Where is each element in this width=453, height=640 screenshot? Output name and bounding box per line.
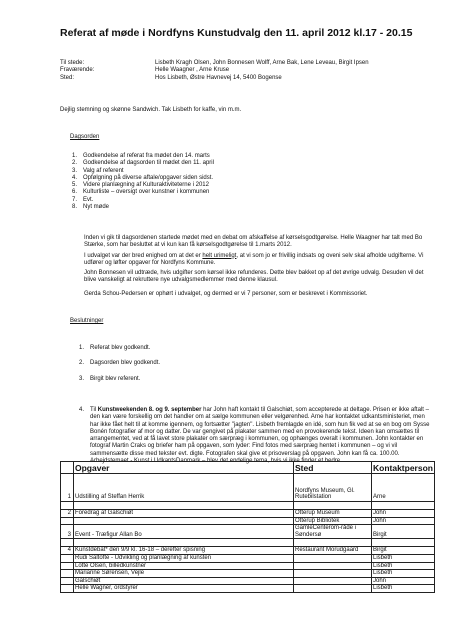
meta-label: Fraværende:: [60, 67, 95, 74]
row-number: 3: [61, 525, 74, 539]
contact-cell: Lisbeth: [372, 585, 435, 593]
decision-item: [60, 345, 160, 352]
table-row: [61, 517, 435, 525]
table-row: [61, 525, 435, 539]
table-header-kontakt: Kontaktperson: [373, 463, 433, 473]
decisions-heading: Beslutninger: [70, 318, 104, 324]
greeting-text: Dejlig stemning og skønne Sandwich. Tak Lisbeth for kaffe, vin m.m.: [60, 107, 242, 113]
paragraph-text: , at vi som jo er frivillig indsats og oveni selv skal afholde udgifterne. Vi udfører og løfter opgaver for Nordfyns Kommune.: [84, 252, 424, 266]
place-cell: [294, 585, 372, 593]
table-row: [61, 554, 435, 562]
task-cell: Marianne Sørensen, Vejle: [74, 570, 294, 578]
row-number: 4: [61, 547, 74, 555]
point-4-text: [90, 407, 432, 465]
meta-value: Lisbeth Kragh Olsen, John Bonnesen Wolff, Arne Bak, Lene Leveau, Birgit Ipsen: [155, 60, 369, 66]
contact-cell: John: [372, 577, 435, 585]
agenda-number: 6.: [71, 189, 77, 196]
meta-label: Sted:: [60, 74, 75, 81]
underlined-text: helt urimeligt: [202, 252, 237, 259]
task-cell: Foredrag af Galschiøt: [74, 510, 294, 518]
table-header-cell: [61, 462, 74, 474]
meta-row-present: [60, 60, 369, 67]
task-cell: Rudi Saltofte - Udvikling og planlægning af kunsten: [74, 554, 294, 562]
agenda-heading: Dagsorden: [70, 134, 100, 140]
decision-text: Referat blev godkendt.: [90, 345, 151, 351]
contact-cell: Birgit: [372, 525, 435, 539]
agenda-item: [60, 197, 214, 204]
agenda-number: 4.: [71, 174, 77, 181]
agenda-text: Videre planlægning af Kulturaktiviteterne i 2012: [83, 182, 209, 189]
contact-cell: John: [372, 517, 435, 525]
agenda-item: [60, 189, 214, 196]
agenda-item: [60, 153, 214, 160]
tasks-table: [60, 461, 435, 593]
table-row: [61, 510, 435, 518]
contact-cell: Birgit: [372, 547, 435, 555]
point-4-pre: Til: [90, 407, 98, 413]
meta-row-absent: [60, 67, 369, 74]
point-number: 4.: [78, 407, 84, 413]
agenda-list: [60, 153, 214, 211]
agenda-number: 7.: [71, 196, 77, 203]
table-row: [61, 474, 435, 502]
decision-number: 1.: [78, 345, 84, 351]
table-row: [61, 585, 435, 593]
row-number: [61, 562, 74, 570]
agenda-item: [60, 160, 214, 167]
paragraph: John Bonnesen vil udtræde, hvis udgifter som kørsel ikke refunderes. Dette blev bakket op af det øvrige udvalg. Desuden vil det blive vanskeligt at rekruttere nye udvalgsmedlemmer med denne klausul.: [84, 270, 424, 284]
agenda-number: 3.: [71, 167, 77, 174]
row-number: 2: [61, 510, 74, 518]
place-cell: Otterup Bibliotek: [294, 517, 372, 525]
agenda-text: Valg af referent: [83, 167, 124, 174]
place-cell: Otterup Museum: [294, 510, 372, 518]
agenda-number: 1.: [71, 153, 77, 159]
contact-cell: Lisbeth: [372, 562, 435, 570]
agenda-text: Opfølgning på diverse aftale/opgaver siden sidst.: [83, 174, 214, 181]
contact-cell: Lisbeth: [372, 554, 435, 562]
table-header-row: [61, 462, 435, 474]
spacer-row: [61, 502, 435, 510]
place-cell: Nordfyns Museum, Gl. Rutebilstation: [294, 474, 372, 502]
paragraph: [84, 253, 429, 268]
paragraph-text: I udvalget var der bred enighed om at det er: [84, 252, 203, 259]
table-row: [61, 547, 435, 555]
decision-item: [60, 376, 160, 383]
task-cell: Lotte Olsen, billedkunstner: [74, 562, 294, 570]
table-row: [61, 570, 435, 578]
row-number: [61, 570, 74, 578]
decision-text: Dagsorden blev godkendt.: [90, 360, 161, 367]
meta-value: Helle Waagner , Arne Kruse: [155, 67, 230, 74]
place-cell: [294, 562, 372, 570]
place-cell: [294, 577, 372, 585]
decision-item: [60, 360, 160, 367]
agenda-text: Godkendelse af referat fra mødet den 14. marts: [83, 153, 210, 159]
task-cell: Galschiøt: [74, 577, 294, 585]
paragraph: Inden vi gik til dagsordenen startede mødet med en debat om afskaffelse af kørselsgodtgørelse. Helle Waagner har talt med Bo Stærke, som har besluttet at vi kun kan få kørselsgodtgørelse til 1.marts 2012.: [84, 235, 423, 249]
point-4-rest: har John haft kontakt til Galschiøt, som accepterede at deltage. Prisen er ikke aftalt – den kan være forskellig om det handler om at sælge kommunen eller velgørenhed. Arne har kontaktet udkantsministeriet, men har ikke fået helt til at komme igennem, og fortsætter "jagten". Lisbeth fremlagde en idé, som hun fik ved at se en bog om Sysse Bonén fotografier af mor og datter. De var gengivet på plakater sammen med en provokerende tekst. Ideen kan omsættes til arrangementet, ved at få lavet store plakater om særpræg i kommunen, og ophænges overalt i kommunen. John kontakter en fotograf Martin Craks og briefer ham på opgaven, som lyder: Find fotos med særpræg hentet i kommunen – og vi vil sammensætte disse med tekster evt. digte. Fotografen skal give et prisoverslag på opgaven. John kan få ca. 100.00. Arbejdstemaet - Kunst i UdkantsDanmark – blev det endelige tema, hvis vi ikke finder et bedre.: [90, 407, 430, 465]
place-cell: [294, 570, 372, 578]
table-header-opgaver: Opgaver: [74, 462, 294, 474]
spacer-row: [61, 539, 435, 547]
contact-cell: John: [372, 510, 435, 518]
decisions-list: [60, 345, 160, 391]
agenda-item: [60, 175, 214, 182]
point-4-bold: Kunstweekenden 8. og 9. september: [97, 407, 202, 413]
agenda-item: [60, 182, 214, 189]
agenda-number: 8.: [71, 204, 77, 211]
discussion-text: [84, 235, 429, 301]
meta-value: Hos Lisbeth, Østre Havnevej 14, 5400 Bogense: [155, 74, 282, 81]
agenda-number: 2.: [71, 160, 77, 167]
task-cell: Helle Wagner, ordstyrer: [74, 585, 294, 593]
task-cell: [74, 517, 294, 525]
decision-text: Birgit blev referent.: [90, 375, 141, 382]
row-number: [61, 585, 74, 593]
table-row: [61, 562, 435, 570]
meeting-info: [60, 60, 369, 82]
agenda-item: [60, 168, 214, 175]
decision-number: 2.: [78, 360, 84, 367]
row-number: [61, 554, 74, 562]
place-cell: [294, 554, 372, 562]
task-cell: Event - Træfigur Allan Bo: [74, 525, 294, 539]
task-cell: Kunstdebat* den 9/9 kl. 16-18 – derefter spisning: [74, 547, 294, 555]
row-number: [61, 517, 74, 525]
row-number: 1: [61, 474, 74, 502]
contact-cell: Lisbeth: [372, 570, 435, 578]
agenda-text: Evt.: [83, 196, 94, 203]
paragraph: Gerda Schou-Pedersen er ophørt i udvalget, og dermed er vi 7 personer, som er beskrevet i Kommissoriet.: [84, 290, 368, 297]
decision-number: 3.: [78, 375, 84, 382]
place-cell: Restaurant Morudgaard: [294, 547, 372, 555]
row-number: [61, 577, 74, 585]
meta-label: Til stede:: [60, 60, 85, 66]
meta-row-place: [60, 75, 369, 82]
agenda-item: [60, 204, 214, 211]
document-title: Referat af møde i Nordfyns Kunstudvalg den 11. april 2012 kl.17 - 20.15: [60, 27, 413, 39]
table-row: [61, 577, 435, 585]
task-cell: Udstilling af Steffan Herrik: [74, 474, 294, 502]
table-header-sted: Sted: [294, 462, 372, 474]
agenda-text: Godkendelse af dagsorden til mødet den 11. april: [83, 160, 214, 167]
place-cell: GamleCenterom-råde i Søndersø: [294, 525, 372, 539]
agenda-text: Nyt møde: [83, 204, 110, 211]
point-4: [60, 407, 432, 465]
agenda-text: Kulturliste – oversigt over kunstner i kommunen: [83, 189, 210, 196]
agenda-number: 5.: [71, 182, 77, 189]
contact-cell: Arne: [372, 474, 435, 502]
